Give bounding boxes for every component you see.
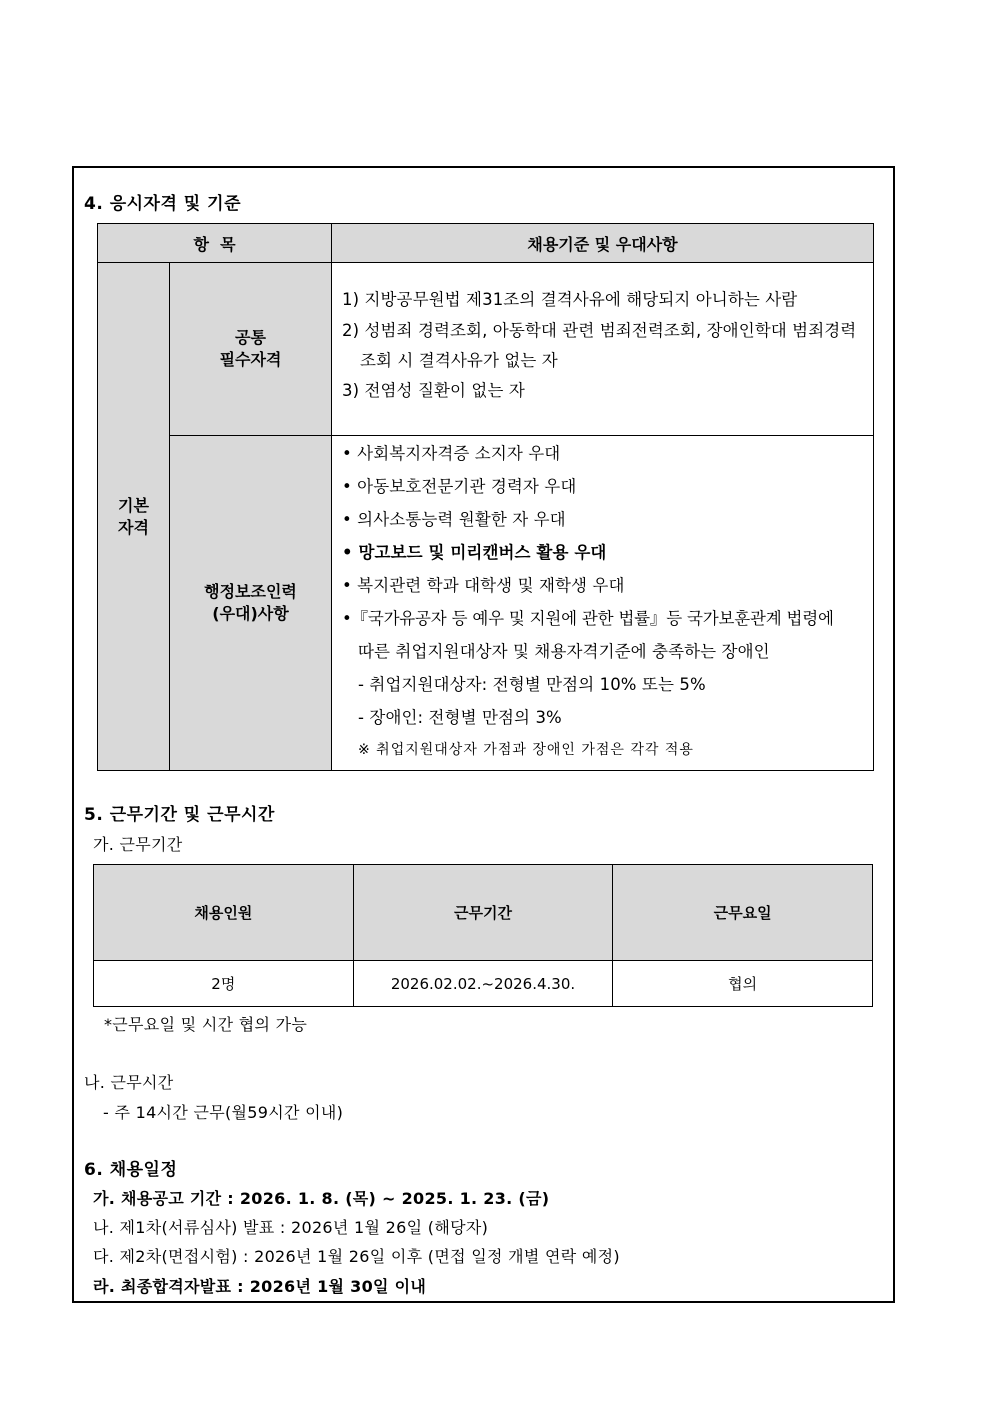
common-row (98, 263, 874, 436)
work-period-table (93, 864, 873, 1007)
preferred-qualification-label (170, 436, 332, 771)
work-hours: - 주 14시간 근무(월59시간 이내) (103, 1103, 344, 1122)
schedule-item: 가. 채용공고 기간 : 2026. 1. 8. (목) ~ 2025. 1. 23. (금) (93, 1189, 550, 1208)
qualification-header-row (98, 224, 874, 263)
header-headcount: 채용인원 (94, 865, 354, 961)
section-5-title: 5. 근무기간 및 근무시간 (84, 805, 275, 825)
basic-qualification-label (98, 263, 170, 771)
common-label-line-2: 필수자격 (219, 350, 282, 369)
work-hours-subtitle: 나. 근무시간 (84, 1073, 174, 1092)
section-4-title: 4. 응시자격 및 기준 (84, 194, 241, 214)
common-item: 2) 성범죄 경력조회, 아동학대 관련 범죄전력조회, 장애인학대 범죄경력 (342, 321, 857, 340)
common-item: 조회 시 결격사유가 없는 자 (360, 351, 558, 370)
common-item: 3) 전염성 질환이 없는 자 (342, 381, 525, 400)
basic-label-line-1: 기본 (118, 495, 149, 515)
preferred-item: •『국가유공자 등 예우 및 지원에 관한 법률』등 국가보훈관계 법령에 (342, 609, 834, 628)
qualification-table (97, 223, 874, 771)
schedule-item: 나. 제1차(서류심사) 발표 : 2026년 1월 26일 (해당자) (93, 1218, 489, 1237)
basic-label-line-2: 자격 (118, 517, 149, 537)
preferred-note: ※ 취업지원대상자 가점과 장애인 가점은 각각 적용 (358, 742, 694, 758)
work-table-row (94, 961, 873, 1007)
schedule-item: 다. 제2차(면접시험) : 2026년 1월 26일 이후 (면접 일정 개별 연락 예정) (93, 1247, 620, 1266)
preferred-item: • 복지관련 학과 대학생 및 재학생 우대 (342, 576, 625, 595)
preferred-item: • 의사소통능력 원활한 자 우대 (342, 510, 566, 529)
preferred-qualification-content (332, 436, 874, 771)
preferred-item: - 취업지원대상자: 전형별 만점의 10% 또는 5% (358, 675, 706, 694)
preferred-item: • 아동보호전문기관 경력자 우대 (342, 477, 577, 496)
schedule-item: 라. 최종합격자발표 : 2026년 1월 30일 이내 (93, 1277, 427, 1296)
preferred-row (98, 436, 874, 771)
common-label-line-1: 공통 (235, 328, 266, 347)
work-period-subtitle: 가. 근무기간 (93, 835, 183, 854)
common-item: 1) 지방공무원법 제31조의 결격사유에 해당되지 아니하는 사람 (342, 290, 798, 309)
header-criteria: 채용기준 및 우대사항 (332, 224, 874, 263)
common-qualification-content (332, 263, 874, 436)
cell-work-period: 2026.02.02.~2026.4.30. (353, 961, 613, 1007)
cell-headcount: 2명 (94, 961, 354, 1007)
preferred-label-line-1: 행정보조인력 (204, 582, 297, 601)
common-qualification-label (170, 263, 332, 436)
preferred-item: - 장애인: 전형별 만점의 3% (358, 708, 562, 727)
preferred-item: 따른 취업지원대상자 및 채용자격기준에 충족하는 장애인 (358, 642, 770, 661)
section-6-title: 6. 채용일정 (84, 1160, 178, 1180)
preferred-label-line-2: (우대)사항 (212, 604, 289, 623)
work-table-header-row (94, 865, 873, 961)
header-work-days: 근무요일 (613, 865, 873, 961)
cell-work-days: 협의 (613, 961, 873, 1007)
header-work-period: 근무기간 (353, 865, 613, 961)
preferred-item: • 망고보드 및 미리캔버스 활용 우대 (342, 543, 607, 562)
header-item: 항 목 (98, 224, 332, 263)
work-note: *근무요일 및 시간 협의 가능 (104, 1015, 308, 1034)
preferred-item: • 사회복지자격증 소지자 우대 (342, 444, 561, 463)
